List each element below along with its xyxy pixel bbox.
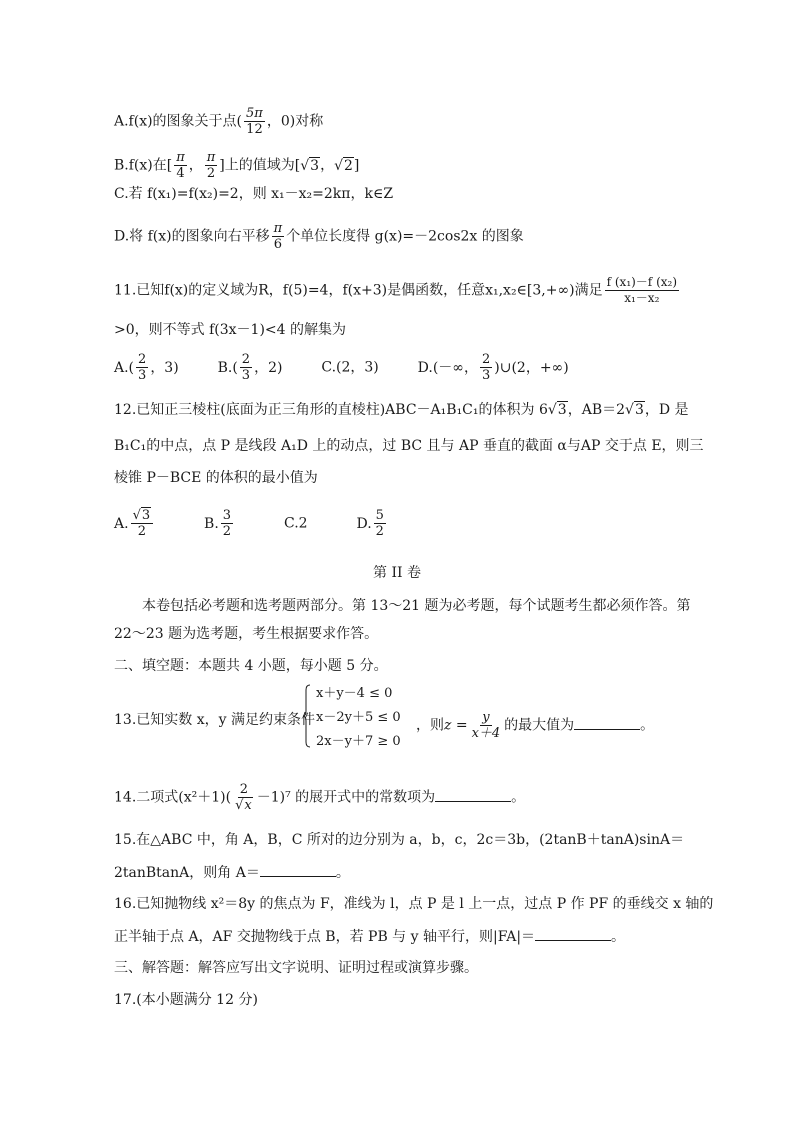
q13-constraint-1: x＋y－4 ≤ 0 bbox=[316, 686, 393, 701]
fraction-denominator: 3 bbox=[138, 368, 147, 383]
q16-answer-blank[interactable] bbox=[535, 926, 611, 941]
sqrt-radicand: 2 bbox=[344, 157, 353, 174]
q13-post: 的最大值为 bbox=[504, 717, 575, 734]
q11-options bbox=[114, 352, 569, 383]
q15-end: 。 bbox=[335, 865, 350, 881]
sqrt-radicand: x bbox=[244, 798, 252, 813]
q11-option-a bbox=[114, 352, 179, 383]
q10-option-b-prefix: B.f(x)在[ bbox=[114, 157, 173, 174]
q16-line-2-text: 正半轴于点 A，AF 交抛物线于点 B，若 PB 与 y 轴平行，则|FA|＝ bbox=[114, 929, 536, 945]
q13-end: 。 bbox=[640, 717, 655, 734]
q10-option-d-prefix: D.将 f(x)的图象向右平移 bbox=[114, 228, 270, 245]
section-3-heading: 三、解答题：解答应写出文字说明、证明过程或演算步骤。 bbox=[114, 960, 478, 976]
option-fraction bbox=[136, 352, 148, 383]
q13-fraction bbox=[470, 710, 503, 741]
option-prefix: D. bbox=[356, 515, 372, 532]
q16-end: 。 bbox=[611, 929, 626, 945]
fraction-denominator: 3 bbox=[481, 368, 491, 383]
part-2-intro-1: 本卷包括必考题和选考题两部分。第 13～21 题为必考题，每个试题考生都必须作答。第 bbox=[142, 598, 691, 614]
part-2-intro-2: 22～23 题为选考题，考生根据要求作答。 bbox=[114, 626, 379, 642]
q10-option-d-fraction bbox=[272, 221, 285, 252]
option-suffix: ，3) bbox=[150, 359, 179, 376]
left-brace-icon bbox=[303, 684, 311, 748]
q16-line-2 bbox=[114, 926, 625, 947]
q12-options bbox=[114, 508, 388, 539]
sqrt-symbol: √2 bbox=[334, 157, 353, 174]
fraction-denominator: 4 bbox=[176, 166, 185, 181]
fraction-numerator: y bbox=[482, 710, 490, 725]
fraction-numerator: 5π bbox=[246, 106, 263, 121]
q10-option-b-mid: ]上的值域为[ bbox=[219, 157, 301, 174]
fraction-denominator: 12 bbox=[246, 122, 263, 137]
fraction-denominator: x＋4 bbox=[471, 726, 501, 741]
fraction-numerator: 2 bbox=[138, 352, 147, 367]
q10-option-d bbox=[114, 221, 524, 252]
q12-line-1b: ，AB＝2 bbox=[567, 402, 626, 418]
q15-line-2 bbox=[114, 862, 350, 883]
q17-heading: 17.(本小题满分 12 分) bbox=[114, 992, 258, 1008]
q10-option-b-comma: ， bbox=[188, 157, 203, 174]
q13-constraint-3: 2x－y＋7 ≥ 0 bbox=[316, 734, 401, 749]
sqrt-symbol: √3 bbox=[300, 157, 320, 174]
option-fraction bbox=[374, 508, 386, 539]
fraction-denominator: 2 bbox=[137, 524, 146, 539]
q12-line-2: B₁C₁的中点，点 P 是线段 A₁D 上的动点，过 BC 且与 AP 垂直的截面 α与AP 交于点 E，则三 bbox=[114, 438, 704, 454]
sqrt-symbol: √3 bbox=[132, 508, 151, 523]
q11-continuation: >0，则不等式 f(3x－1)<4 的解集为 bbox=[114, 322, 346, 338]
q11-stem-text: 11.已知f(x)的定义域为R，f(5)=4，f(x+3)是偶函数，任意x₁,x₂∈[3,+∞)满足 bbox=[114, 282, 603, 299]
fraction-denominator: 3 bbox=[241, 368, 251, 383]
q10-option-b-end: ] bbox=[353, 157, 360, 174]
fraction-numerator: 3 bbox=[222, 508, 232, 523]
q11-option-b bbox=[217, 352, 283, 383]
fraction-denominator: x₁－x₂ bbox=[624, 291, 660, 305]
q14-fraction bbox=[233, 782, 255, 813]
fraction-numerator: π bbox=[176, 150, 185, 165]
fraction-numerator: 5 bbox=[375, 508, 384, 523]
q10-option-a-suffix: ，0)对称 bbox=[266, 113, 324, 130]
option-prefix: B.( bbox=[217, 359, 238, 376]
q12-line-1a: 12.已知正三棱柱(底面为正三角形的直棱柱)ABC－A₁B₁C₁的体积为 6 bbox=[114, 402, 548, 418]
fraction-numerator: f (x₁)－f (x₂) bbox=[606, 275, 678, 289]
option-prefix: B. bbox=[204, 515, 219, 532]
option-fraction bbox=[240, 352, 252, 383]
option-fraction bbox=[221, 508, 233, 539]
q16-line-1: 16.已知抛物线 x²＝8y 的焦点为 F，准线为 l，点 P 是 l 上一点，过点 P 作 PF 的垂线交 x 轴的 bbox=[114, 896, 714, 912]
fraction-numerator: π bbox=[206, 150, 216, 165]
option-fraction bbox=[480, 352, 492, 383]
option-suffix: ，2) bbox=[254, 359, 283, 376]
sqrt-radicand: 3 bbox=[310, 157, 320, 174]
q15-line-1: 15.在△ABC 中，角 A，B，C 所对的边分别为 a，b，c，2c＝3b，(2tanB＋tanA)sinA＝ bbox=[114, 832, 685, 848]
q10-option-a-fraction bbox=[244, 106, 265, 137]
sqrt-symbol: √x bbox=[235, 798, 252, 813]
option-prefix: A. bbox=[114, 515, 129, 532]
q11-option-c: C.(2，3) bbox=[321, 359, 379, 376]
q13-prefix: 13.已知实数 x，y 满足约束条件 bbox=[114, 712, 315, 728]
q10-option-b-sep: ， bbox=[320, 157, 335, 174]
q10-option-b-fraction-1 bbox=[174, 150, 187, 181]
q10-option-b-fraction-2 bbox=[205, 150, 218, 181]
q13-z: z = bbox=[444, 717, 468, 734]
option-suffix: )∪(2，+∞) bbox=[494, 359, 569, 376]
fraction-denominator: 6 bbox=[273, 237, 283, 252]
q10-option-d-suffix: 个单位长度得 g(x)=－2cos2x 的图象 bbox=[286, 228, 524, 245]
sqrt-radicand: 3 bbox=[141, 508, 151, 523]
fraction-numerator: 2 bbox=[481, 352, 491, 367]
option-prefix: D.(－∞， bbox=[417, 359, 478, 376]
q12-option-d bbox=[356, 508, 387, 539]
q15-line-2-text: 2tanBtanA，则角 A＝ bbox=[114, 865, 260, 881]
q15-answer-blank[interactable] bbox=[260, 862, 336, 877]
q13-tail bbox=[416, 710, 654, 741]
q13-answer-blank[interactable] bbox=[574, 715, 640, 730]
q11-fraction bbox=[605, 275, 679, 306]
sqrt-symbol: √3 bbox=[625, 402, 644, 418]
option-fraction bbox=[131, 508, 154, 539]
q12-line-3: 棱锥 P－BCE 的体积的最小值为 bbox=[114, 470, 318, 486]
q10-option-a-prefix: A.f(x)的图象关于点( bbox=[114, 113, 243, 130]
fraction-numerator: 2 bbox=[239, 782, 249, 797]
q13-constraint-2: x－2y＋5 ≤ 0 bbox=[316, 710, 401, 725]
sqrt-radicand: 3 bbox=[557, 402, 567, 418]
sqrt-symbol: √3 bbox=[547, 402, 567, 418]
q14-post: －1)⁷ 的展开式中的常数项为 bbox=[256, 789, 436, 806]
section-2-heading: 二、填空题：本题共 4 小题，每小题 5 分。 bbox=[114, 658, 388, 674]
fraction-numerator bbox=[131, 508, 154, 524]
q14-prefix: 14.二项式(x²＋1)( bbox=[114, 789, 232, 806]
option-prefix: A.( bbox=[114, 359, 135, 376]
sqrt-radicand: 3 bbox=[634, 402, 644, 418]
fraction-numerator: 2 bbox=[241, 352, 251, 367]
q11-option-d bbox=[417, 352, 569, 383]
q14 bbox=[114, 782, 525, 813]
q12-option-c: C.2 bbox=[283, 515, 308, 532]
q10-option-a bbox=[114, 106, 323, 137]
q13-mid: ，则 bbox=[416, 717, 444, 734]
q14-answer-blank[interactable] bbox=[435, 787, 511, 802]
part-2-title: 第 II 卷 bbox=[373, 565, 421, 581]
q10-option-c: C.若 f(x₁)=f(x₂)=2，则 x₁－x₂=2kπ，k∈Z bbox=[114, 186, 394, 202]
fraction-denominator: 2 bbox=[206, 166, 216, 181]
fraction-denominator: 2 bbox=[222, 524, 232, 539]
q11-stem bbox=[114, 275, 681, 306]
q12-option-b bbox=[204, 508, 235, 539]
q10-option-b bbox=[114, 150, 359, 181]
q12-line-1c: ，D 是 bbox=[644, 402, 689, 418]
q12-option-a bbox=[114, 508, 155, 539]
fraction-denominator: 2 bbox=[375, 524, 384, 539]
fraction-numerator: π bbox=[273, 221, 283, 236]
q12-line-1 bbox=[114, 400, 689, 420]
q14-end: 。 bbox=[511, 789, 526, 806]
fraction-denominator bbox=[233, 798, 255, 813]
